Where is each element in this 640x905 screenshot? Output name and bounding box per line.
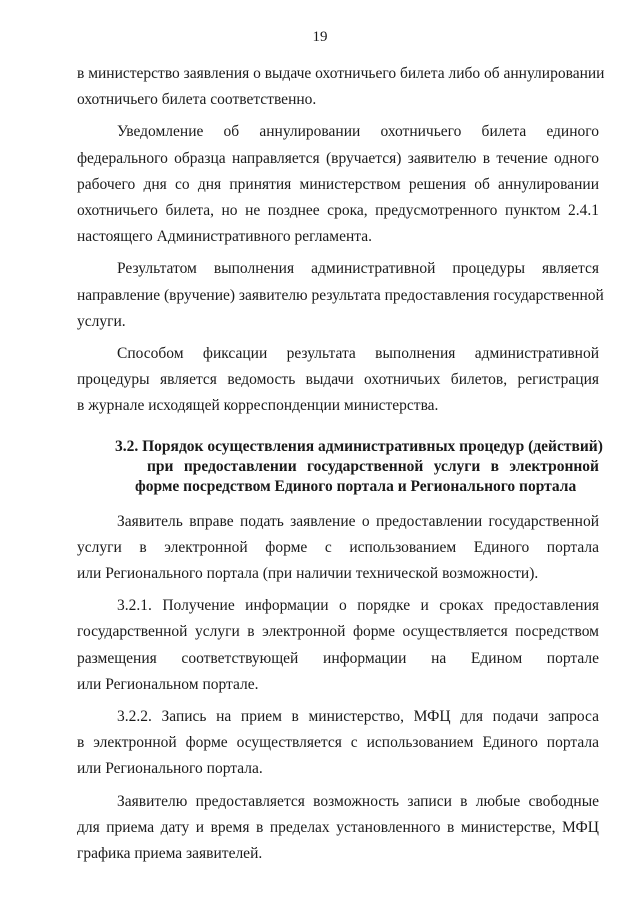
text-line: в министерство заявления о выдаче охотничьего билета либо об аннулировании [77,65,605,82]
text-line: Заявителю предоставляется возможность записи в любые свободные [117,792,599,810]
text-line: или Регионального портала (при наличии технической возможности). [77,565,539,583]
paragraph-notification [77,119,599,250]
text-line: или Региональном портале. [77,675,259,693]
text-line: графика приема заявителей. [77,845,263,863]
text-line: 3.2.2. Запись на прием в министерство, МФЦ для подачи запроса [117,708,599,726]
section-heading [77,437,603,497]
text-line: услуги. [77,312,126,330]
text-line: охотничьего билета соответственно. [77,91,317,109]
page-number: 19 [312,29,328,45]
paragraph-result [77,256,604,335]
text-line: направление (вручение) заявителю результата предоставления государственной [77,286,604,304]
text-line: в электронной форме осуществляется с использованием Единого портала [77,734,599,752]
text-line: в журнале исходящей корреспонденции министерства. [77,397,439,415]
text-line: охотничьего билета, но не позднее срока, предусмотренного пунктом 2.4.1 [77,202,599,220]
paragraph-3-2-1 [77,593,599,698]
text-line: для приема дату и время в пределах установленного в министерстве, МФЦ [77,818,599,836]
text-line: Способом фиксации результата выполнения административной [117,345,599,363]
text-line: рабочего дня со дня принятия министерством решения об аннулировании [77,175,599,193]
text-line: федерального образца направляется (вручается) заявителю в течение одного [77,149,599,167]
paragraph-appointment [77,789,599,868]
text-line: или Регионального портала. [77,760,263,778]
text-line: 3.2.1. Получение информации о порядке и сроках предоставления [117,597,599,615]
text-line: размещения соответствующей информации на Едином портале [77,649,599,667]
text-line: услуги в электронной форме с использованием Единого портала [77,538,599,556]
heading-line: 3.2. Порядок осуществления административных процедур (действий) [115,437,603,455]
paragraph-3-2-2 [77,704,599,783]
text-line: процедуры является ведомость выдачи охотничьих билетов, регистрация [77,371,599,389]
text-line: Результатом выполнения административной процедуры является [117,260,599,278]
paragraph-continuation [77,61,605,113]
heading-line: форме посредством Единого портала и Регионального портала [135,477,577,495]
text-line: настоящего Административного регламента. [77,228,373,246]
text-line: Уведомление об аннулировании охотничьего билета единого [117,123,599,141]
text-line: Заявитель вправе подать заявление о предоставлении государственной [117,512,599,530]
heading-line: при предоставлении государственной услуги в электронной [147,457,599,475]
paragraph-fixation [77,341,599,420]
paragraph-applicant-right [77,509,599,588]
document-body [77,61,605,867]
text-line: государственной услуги в электронной форме осуществляется посредством [77,623,599,641]
